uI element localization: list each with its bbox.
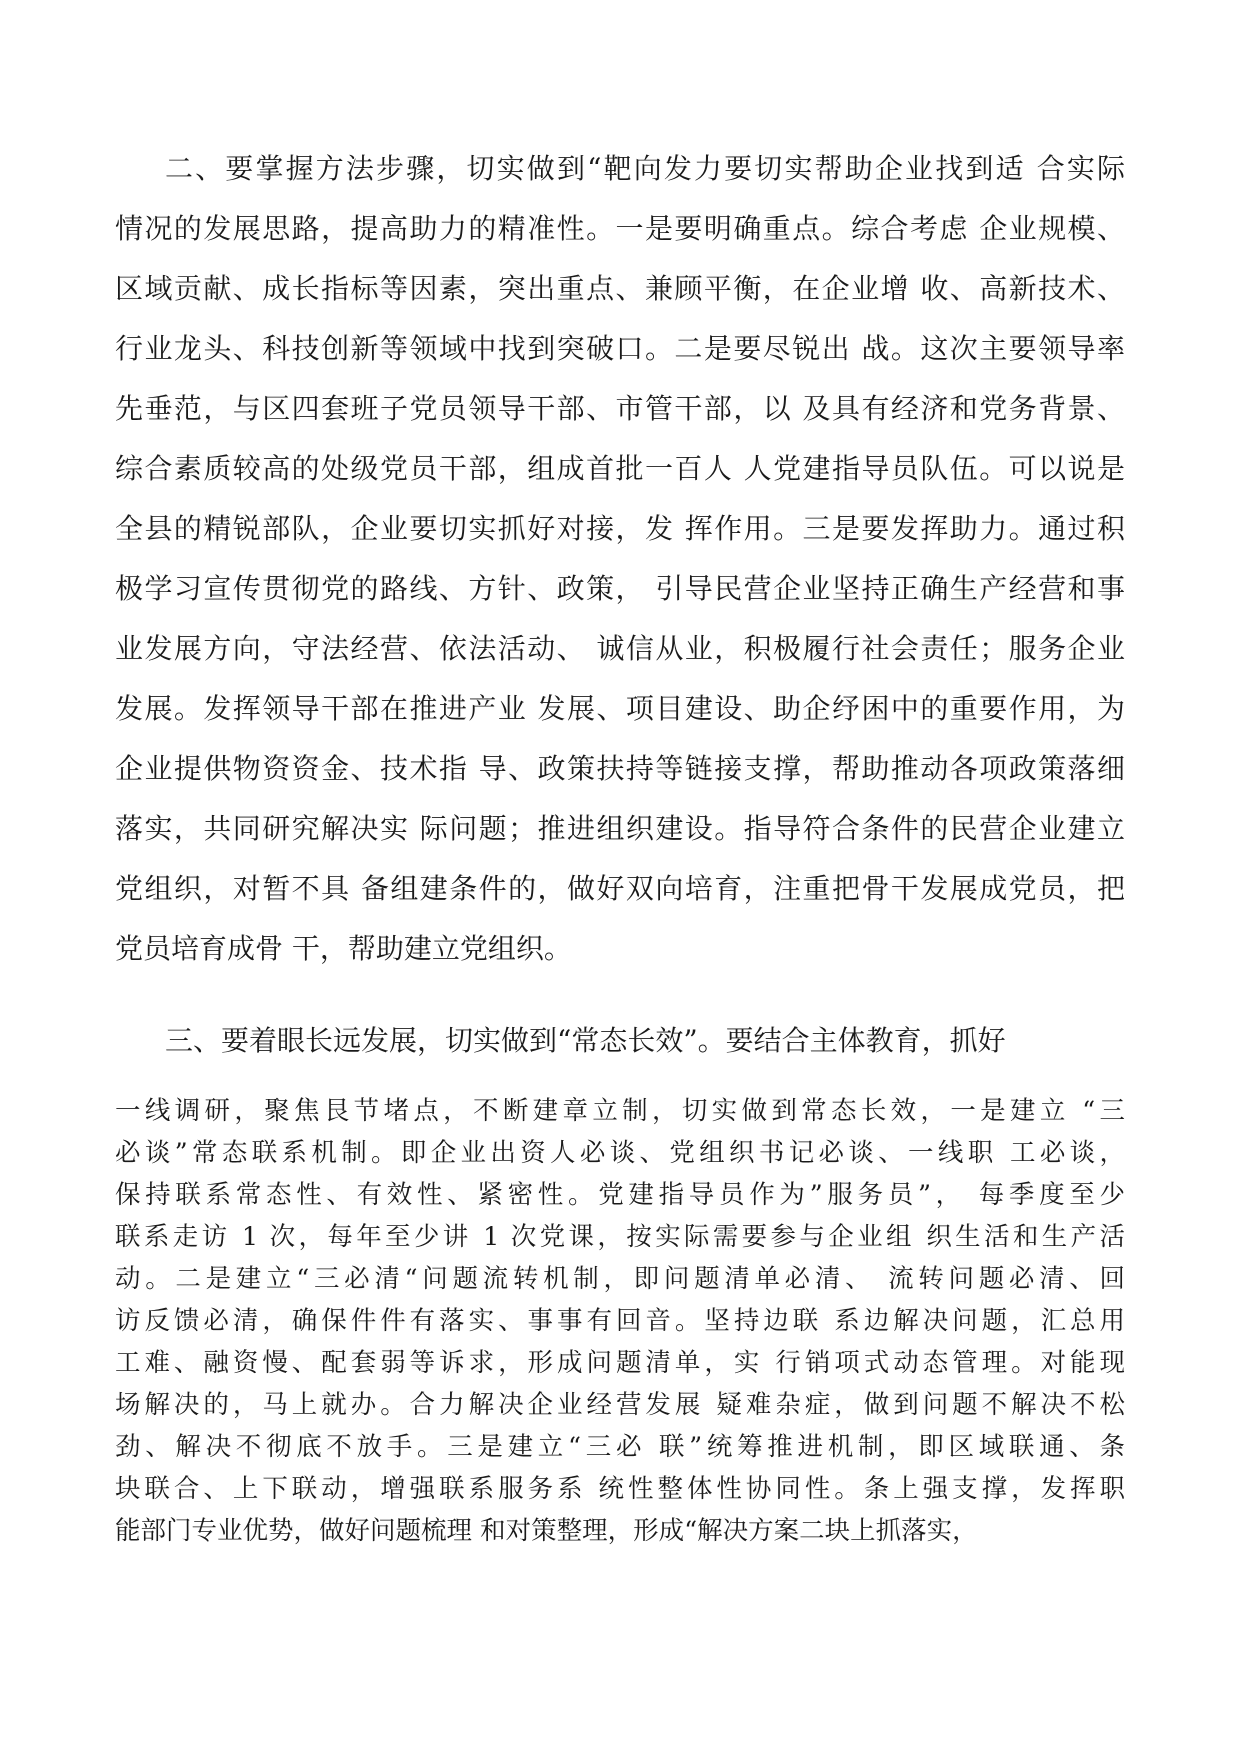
- paragraph-two-line: 发展。发挥领导干部在推进产业 发展、项目建设、助企纾困中的重要作用，为: [115, 692, 1125, 725]
- paragraph-three-line: 一线调研，聚焦艮节堵点，不断建章立制，切实做到常态长效，一是建立 “三: [115, 1096, 1125, 1126]
- paragraph-three-line: 块联合、上下联动，增强联系服务系 统性整体性协同性。条上强支撑，发挥职: [115, 1474, 1125, 1504]
- paragraph-three-line: 联系走访 1 次，每年至少讲 1 次党课，按实际需要参与企业组 织生活和生产活: [115, 1222, 1125, 1252]
- paragraph-two-line: 先垂范，与区四套班子党员领导干部、市管干部，以 及具有经济和党务背景、: [115, 392, 1125, 425]
- paragraph-two-line: 党组织，对暂不具 备组建条件的，做好双向培育，注重把骨干发展成党员，把: [115, 872, 1125, 905]
- paragraph-two-line: 行业龙头、科技创新等领域中找到突破口。二是要尽锐出 战。这次主要领导率: [115, 332, 1125, 365]
- paragraph-two-line: 落实，共同研究解决实 际问题；推进组织建设。指导符合条件的民营企业建立: [115, 812, 1125, 845]
- paragraph-three-line: 场解决的，马上就办。合力解决企业经营发展 疑难杂症，做到问题不解决不松: [115, 1390, 1125, 1420]
- paragraph-two-line: 企业提供物资资金、技术指 导、政策扶持等链接支撑，帮助推动各项政策落细: [115, 752, 1125, 785]
- paragraph-three-line: 必谈”常态联系机制。即企业出资人必谈、党组织书记必谈、一线职 工必谈，: [115, 1138, 1125, 1168]
- paragraph-two-line: 二、要掌握方法步骤，切实做到“靶向发力要切实帮助企业找到适 合实际: [165, 152, 1125, 185]
- paragraph-three-line: 访反馈必清，确保件件有落实、事事有回音。坚持边联 系边解决问题，汇总用: [115, 1306, 1125, 1336]
- paragraph-three-line: 工难、融资慢、配套弱等诉求，形成问题清单，实 行销项式动态管理。对能现: [115, 1348, 1125, 1378]
- paragraph-three-line: 动。二是建立“三必清“问题流转机制，即问题清单必清、 流转问题必清、回: [115, 1264, 1125, 1294]
- paragraph-two-line: 综合素质较高的处级党员干部，组成首批一百人 人党建指导员队伍。可以说是: [115, 452, 1125, 485]
- paragraph-two-line: 情况的发展思路，提高助力的精准性。一是要明确重点。综合考虑 企业规模、: [115, 212, 1125, 245]
- paragraph-two-line: 业发展方向，守法经营、依法活动、 诚信从业，积极履行社会责任；服务企业: [115, 632, 1125, 665]
- paragraph-two-line: 区域贡献、成长指标等因素，突出重点、兼顾平衡，在企业增 收、高新技术、: [115, 272, 1125, 305]
- paragraph-three-heading: 三、要着眼长远发展，切实做到“常态长效”。要结合主体教育，抓好: [165, 1024, 1006, 1057]
- paragraph-three-line: 能部门专业优势，做好问题梳理 和对策整理，形成“解决方案二块上抓落实，: [115, 1516, 978, 1546]
- paragraph-three-line: 劲、解决不彻底不放手。三是建立“三必 联”统筹推进机制，即区域联通、条: [115, 1432, 1125, 1462]
- paragraph-two-line: 党员培育成骨 干，帮助建立党组织。: [115, 932, 572, 965]
- paragraph-two-line: 全县的精锐部队，企业要切实抓好对接，发 挥作用。三是要发挥助力。通过积: [115, 512, 1125, 545]
- paragraph-two-line: 极学习宣传贯彻党的路线、方针、政策， 引导民营企业坚持正确生产经营和事: [115, 572, 1125, 605]
- paragraph-three-line: 保持联系常态性、有效性、紧密性。党建指导员作为”服务员”， 每季度至少: [115, 1180, 1125, 1210]
